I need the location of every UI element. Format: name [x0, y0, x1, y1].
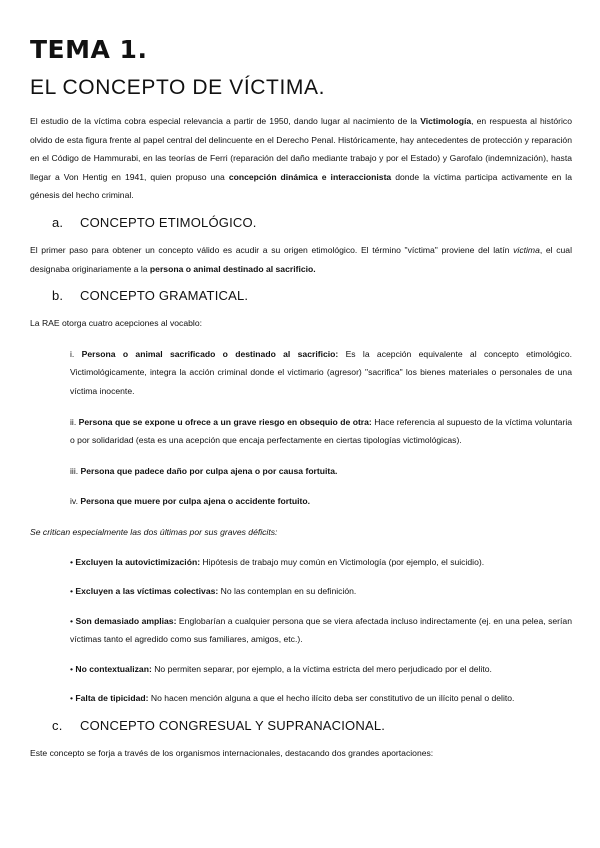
intro-text-1: El estudio de la víctima cobra especial relevancia a partir de 1950, dando lugar al nacimiento de la: [30, 116, 421, 126]
intro-text-3: donde la víctima participa activamente en la génesis del hecho criminal.: [30, 171, 572, 201]
acepcion-number: i.: [70, 348, 82, 359]
critica-bold: Excluyen a las víctimas colectivas:: [75, 586, 219, 597]
section-a-letter: a.: [52, 214, 64, 230]
acepcion-text: Hace referencia al supuesto de la víctima voluntaria o por solidaridad (esta es una acepción que encaja perfectamente en ciertas tipologías victimológicas).: [70, 416, 573, 446]
intro-text-2: , en respuesta al histórico olvido de esta figura frente al papel central del delincuente en el Derecho Penal. Históricamente, hay antecedentes de protección y reparación en el Código de Hammurabi, en las teorías de Ferri (reparación del daño mediante trabajo y por el Estado) y Garofalo (indemnización), hasta llegar a Von Hentig en 1941, quien propuso una: [30, 116, 572, 182]
critica-bold: Falta de tipicidad:: [75, 693, 149, 704]
section-a-text-2: , el cual designaba originariamente a la: [30, 244, 572, 274]
criticas-intro: Se critican especialmente las dos últimas por sus graves déficits:: [30, 526, 278, 537]
section-b-letter: b.: [52, 288, 64, 304]
document-subtitle: EL CONCEPTO DE VÍCTIMA.: [30, 76, 326, 99]
section-c-heading: [30, 718, 572, 734]
critica-text: No las contemplan en su definición.: [218, 586, 357, 597]
acepcion-number: iii.: [70, 465, 81, 476]
section-c-letter: c.: [52, 718, 63, 734]
acepcion-text: Es la acepción equivalente al concepto etimológico. Victimológicamente, integra la acción criminal donde el victimario (agresor) "sacrifica" los bienes materiales o personales de una víctima inocente.: [70, 348, 573, 396]
acepcion-item: [70, 462, 572, 481]
section-c-title: CONCEPTO CONGRESUAL Y SUPRANACIONAL.: [80, 718, 386, 734]
acepcion-bold: Persona que muere por culpa ajena o accidente fortuito.: [80, 496, 311, 507]
section-b-title: CONCEPTO GRAMATICAL.: [80, 288, 249, 304]
critica-text: No permiten separar, por ejemplo, a la víctima estricta del mero perjudicado por el delito.: [151, 663, 492, 674]
section-a-title: CONCEPTO ETIMOLÓGICO.: [80, 214, 257, 230]
document-page: [30, 36, 572, 763]
acepcion-number: ii.: [70, 416, 79, 427]
bullet-glyph: •: [70, 693, 76, 704]
critica-text: Hipótesis de trabajo muy común en Victimología (por ejemplo, el suicidio).: [200, 556, 485, 567]
critica-item: [30, 660, 572, 679]
critica-bold: Son demasiado amplias:: [75, 615, 177, 626]
bullet-glyph: •: [70, 556, 76, 567]
acepcion-bold: Persona que padece daño por culpa ajena o por causa fortuita.: [80, 465, 338, 476]
critica-bold: No contextualizan:: [75, 663, 152, 674]
intro-paragraph: [30, 112, 572, 205]
section-b-heading: [30, 288, 572, 304]
intro-bold-1: Victimología: [420, 116, 472, 126]
critica-item: [30, 689, 572, 708]
intro-bold-2: concepción dinámica e interaccionista: [228, 171, 392, 182]
section-a-bold: persona o animal destinado al sacrificio.: [149, 263, 316, 274]
acepcion-number: iv.: [70, 496, 81, 507]
bullet-glyph: •: [70, 663, 76, 674]
bullet-glyph: •: [70, 586, 76, 597]
section-a-text-1: El primer paso para obtener un concepto válido es acudir a su origen etimológico. El término "víctima" proviene del latín: [30, 244, 514, 255]
critica-bold: Excluyen la autovictimización:: [75, 556, 201, 567]
document-title: TEMA 1.: [30, 35, 148, 64]
critica-item: [30, 582, 572, 601]
acepcion-item: [70, 492, 572, 511]
section-c-lead: Este concepto se forja a través de los organismos internacionales, destacando dos grandes aportaciones:: [30, 748, 434, 759]
section-b-lead: La RAE otorga cuatro acepciones al vocablo:: [30, 318, 202, 329]
bullet-glyph: •: [70, 615, 76, 626]
criticas-list: [30, 553, 572, 709]
critica-item: [30, 612, 572, 649]
section-a-italic: victima: [513, 244, 540, 255]
critica-text: Englobarían a cualquier persona que se viera afectada incluso indirectamente (ej. en una pelea, serían víctimas tanto el agredido como sus familiares, amigos, etc.).: [70, 615, 572, 645]
acepcion-item: [70, 345, 572, 401]
section-a-paragraph: [30, 241, 572, 278]
acepciones-list: [30, 345, 572, 511]
acepcion-bold: Persona que se expone u ofrece a un grave riesgo en obsequio de otra:: [78, 416, 372, 427]
acepcion-item: [70, 413, 572, 450]
acepcion-bold: Persona o animal sacrificado o destinado al sacrificio:: [81, 348, 339, 359]
critica-text: No hacen mención alguna a que el hecho ilícito deba ser constitutivo de un ilícito penal o delito.: [148, 693, 515, 704]
critica-item: [30, 553, 572, 572]
section-a-heading: [30, 215, 572, 231]
